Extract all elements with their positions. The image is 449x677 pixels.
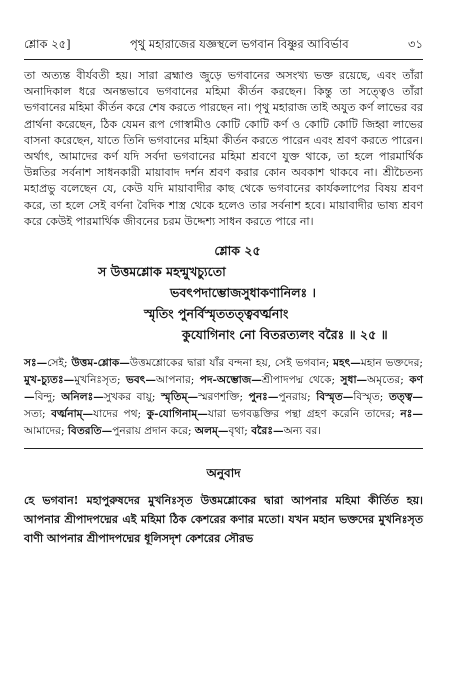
synonym-term: ভবৎ— bbox=[125, 374, 157, 387]
word-for-word-synonyms bbox=[24, 355, 423, 440]
synonym-term: পদ-অম্ভোজ— bbox=[199, 374, 262, 387]
synonym-meaning: পুনরায় প্রদান করে; bbox=[112, 425, 195, 438]
section-divider bbox=[24, 448, 423, 449]
purport-paragraph: তা অত্যন্ত বীর্যবতী হয়। সারা ব্রহ্মাণ্ড জুড়ে ভগবানের অসংখ্য ভক্ত রয়েছে, এবং তাঁরা অনাদিকাল ধরে অনন্তভাবে ভগবানের মহিমা কীর্তন করছেন। কিন্তু তা সত্ত্বেও তাঁরা ভগবানের মহিমা কীর্তন করে শেষ করতে পারছেন না। পৃথু মহারাজ তাই অযুত কর্ণ লাভের বর প্রার্থনা করেছেন, ঠিক যেমন রূপ গোস্বামীও কোটি কোটি কর্ণ ও কোটি কোটি জিহ্বা লাভের বাসনা করেছেন, যাতে তিনি ভগবানের মহিমা কীর্তন করতে পারেন এবং শ্রবণ করতে পারেন। অর্থাৎ, আমাদের কর্ণ যদি সর্বদা ভগবানের মহিমা শ্রবণে যুক্ত থাকে, তা হলে পারমার্থিক উন্নতির সর্বনাশ সাধনকারী মায়াবাদ দর্শন শ্রবণ করার কোন অবকাশ থাকবে না। শ্রীচৈতন্য মহাপ্রভু বলেছেন যে, কেউ যদি মায়াবাদীর কাছ থেকে ভগবানের কার্যকলাপের বিষয় শ্রবণ করে, তা হলে সেই বর্ণনা বৈদিক শাস্ত্র থেকে হলেও তার সর্বনাশ হবে। মায়াবাদীর ভাষ্য শ্রবণ করে কেউই পারমার্থিক জীবনের চরম উদ্দেশ্য সাধন করতে পারে না। bbox=[24, 69, 423, 228]
translation-text: হে ভগবান! মহাপুরুষদের মুখনিঃসৃত উত্তমশ্লোকের দ্বারা আপনার মহিমা কীর্তিত হয়। আপনার শ্রীপাদপদ্মের এই মহিমা ঠিক কেশরের কণার মতো। যখন মহান ভক্তদের মুখনিঃসৃত বাণী আপনার শ্রীপাদপদ্মের ধূলিসদৃশ কেশরের সৌরভ bbox=[24, 494, 423, 546]
verse-line-3: স্মৃতিং পুনর্বিস্মৃততত্ত্ববর্ত্মনাং bbox=[144, 306, 289, 322]
synonym-term: নঃ— bbox=[400, 408, 423, 421]
synonym-term: অনিলঃ— bbox=[61, 391, 104, 404]
synonym-term: তত্ত্ব— bbox=[388, 391, 423, 404]
synonym-meaning: সেই; bbox=[47, 357, 72, 370]
running-header bbox=[24, 0, 423, 60]
synonym-meaning: মহান ভক্তদের; bbox=[360, 357, 423, 370]
synonym-meaning: আপনার; bbox=[156, 374, 200, 387]
synonym-meaning: বৃথা; bbox=[228, 425, 252, 438]
synonym-term: কু-যোগিনাম্— bbox=[146, 408, 208, 421]
verse-line-2: ভবৎপদাম্ভোজসুধাকণানিলঃ । bbox=[170, 285, 316, 301]
synonym-meaning: যাদের পথ; bbox=[93, 408, 147, 421]
synonym-meaning: অন্য বর। bbox=[283, 425, 322, 438]
synonym-term: বিস্মৃত— bbox=[316, 391, 354, 404]
verse-line-4: কুযোগিনাং নো বিতরত্যলং বরৈঃ ॥ ২৫ ॥ bbox=[182, 327, 388, 343]
synonym-term: বিতরতি— bbox=[67, 425, 113, 438]
synonym-meaning: বিন্দু; bbox=[34, 391, 62, 404]
synonym-meaning: অমৃতের; bbox=[367, 374, 410, 387]
synonym-term: বরৈঃ— bbox=[251, 425, 284, 438]
synonym-meaning: মুখনিঃসৃত; bbox=[74, 374, 126, 387]
chapter-title: পৃথু মহারাজের যজ্ঞস্থলে ভগবান বিষ্ণুর আবির্ভাব bbox=[129, 37, 349, 51]
synonym-term: উত্তম-শ্লোক— bbox=[71, 357, 130, 370]
synonym-meaning: স্মরণশক্তি; bbox=[198, 391, 249, 404]
synonym-term: পুনঃ— bbox=[248, 391, 279, 404]
synonym-term: সঃ— bbox=[24, 357, 48, 370]
verse-reference: শ্লোক ২৫] bbox=[24, 37, 71, 51]
synonym-meaning: যারা ভগবদ্ভক্তির পন্থা গ্রহণ করেনি তাদের; bbox=[207, 408, 401, 421]
translation-heading: অনুবাদ bbox=[206, 466, 241, 481]
verse-title: শ্লোক ২৫ bbox=[214, 243, 261, 259]
synonym-meaning: সত্য; bbox=[24, 408, 52, 421]
synonym-term: মহৎ— bbox=[333, 357, 361, 370]
synonym-term: বর্ত্মনাম্— bbox=[51, 408, 94, 421]
synonym-meaning: পুনরায়; bbox=[278, 391, 317, 404]
synonym-meaning: উত্তমশ্লোকের দ্বারা যাঁর বন্দনা হয়, সেই ভগবান; bbox=[129, 357, 334, 370]
verse-block bbox=[24, 240, 423, 345]
synonym-meaning: শ্রীপাদপদ্ম থেকে; bbox=[261, 374, 341, 387]
synonym-term: কণ— bbox=[24, 374, 424, 404]
page-number: ৩১ bbox=[408, 37, 423, 51]
synonym-term: স্মৃতিম্— bbox=[161, 391, 199, 404]
synonym-term: মুখ-চ্যুতঃ— bbox=[24, 374, 75, 387]
synonym-meaning: সুখকর বায়ু; bbox=[103, 391, 162, 404]
synonym-term: অলম্— bbox=[194, 425, 229, 438]
synonym-term: সুধা— bbox=[340, 374, 368, 387]
verse-line-1: স উত্তমশ্লোক মহন্মুখচ্যুতো bbox=[98, 264, 226, 280]
synonym-meaning: বিস্মৃত; bbox=[353, 391, 389, 404]
synonym-meaning: আমাদের; bbox=[24, 425, 68, 438]
